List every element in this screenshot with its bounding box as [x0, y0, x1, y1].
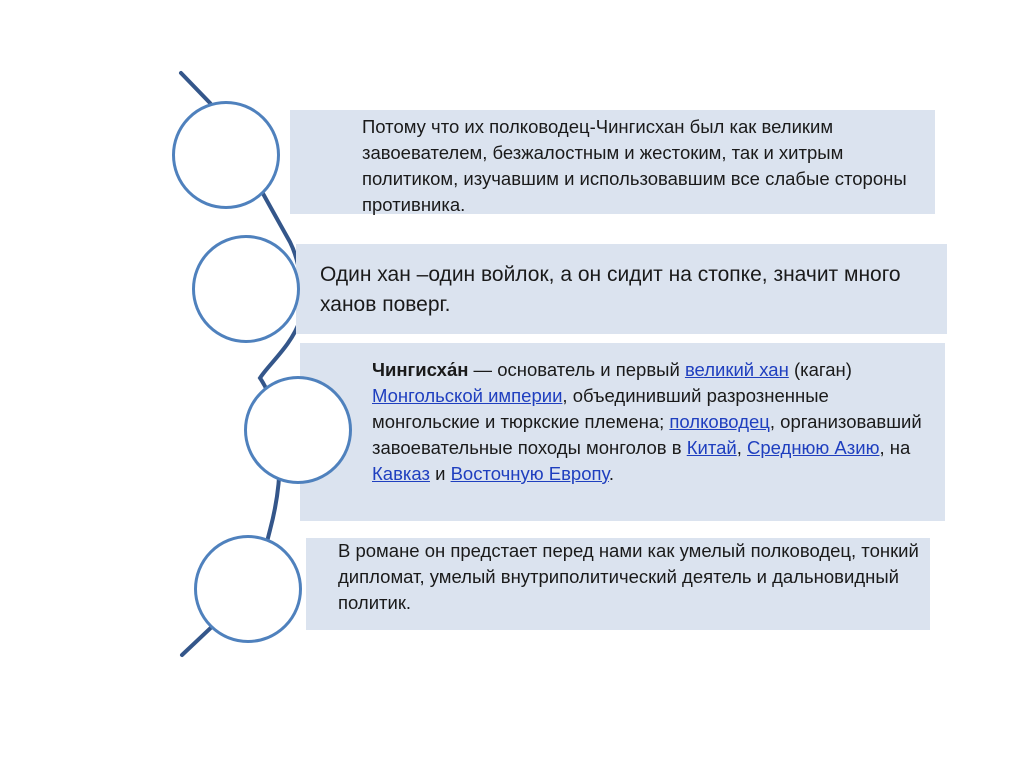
link-china[interactable]: Китай	[686, 437, 737, 458]
text-fragment: (каган)	[788, 359, 852, 380]
diagram-item-2-text: Один хан –один войлок, а он сидит на стопке, значит много ханов поверг.	[320, 263, 901, 316]
diagram-item-4-text: В романе он предстает перед нами как умелый полководец, тонкий дипломат, умелый внутриполитический деятель и дальновидный политик.	[338, 540, 919, 613]
text-fragment: ,	[736, 437, 747, 458]
diagram-item-2-box	[296, 244, 947, 334]
text-fragment: , объединивший разрозненные монгольские и тюркские племена;	[372, 385, 829, 432]
diagram-item-1-text: Потому что их полководец-Чингисхан был как великим завоевателем, безжалостным и жестоким, так и хитрым политиком, изучавшим и использовавшим все слабые стороны противника.	[362, 116, 907, 215]
term-chingiskhan: Чингисха́н	[372, 359, 469, 380]
link-velikiy-khan[interactable]: великий хан	[684, 359, 789, 380]
text-fragment: — основатель и первый	[468, 359, 685, 380]
link-central-asia[interactable]: Среднюю Азию	[747, 437, 880, 458]
link-eastern-europe[interactable]: Восточную Европу	[450, 463, 609, 484]
text-fragment: , организовавший завоевательные походы монголов в	[372, 411, 922, 458]
text-fragment: .	[608, 463, 615, 484]
diagram-node-circle-2	[192, 235, 300, 343]
text-fragment: и	[429, 463, 451, 484]
diagram-node-circle-3	[244, 376, 352, 484]
text-fragment: , на	[879, 437, 911, 458]
diagram-item-3-text	[372, 357, 937, 487]
diagram-node-circle-4	[194, 535, 302, 643]
link-mongol-empire[interactable]: Монгольской империи	[372, 385, 563, 406]
link-polkovodets[interactable]: полководец	[669, 411, 770, 432]
diagram-item-3-box	[300, 343, 945, 521]
diagram-node-circle-1	[172, 101, 280, 209]
diagram-item-4-box	[306, 538, 930, 630]
diagram-item-1-box	[290, 110, 935, 214]
link-caucasus[interactable]: Кавказ	[372, 463, 430, 484]
